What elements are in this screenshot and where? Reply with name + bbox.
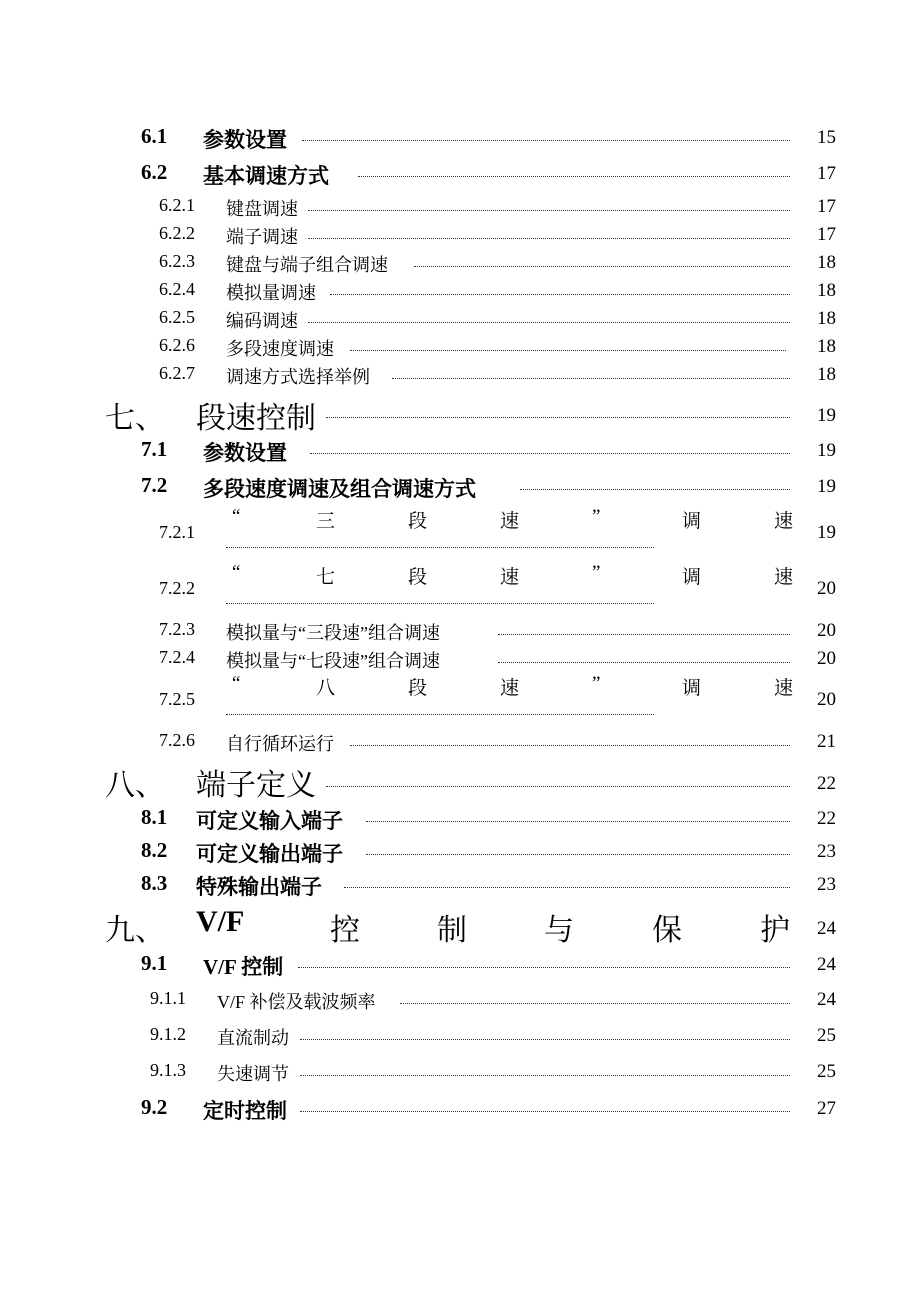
toc-page: 25 (817, 1061, 836, 1082)
toc-page: 18 (817, 252, 836, 273)
toc-number: 6.2 (141, 160, 168, 184)
toc-title-char: 段 (408, 511, 428, 532)
toc-title-char: 段 (408, 567, 428, 588)
toc-title: 调速方式选择举例 (226, 367, 370, 387)
toc-number: 6.2.4 (159, 279, 195, 299)
toc-title-char: 速 (774, 511, 794, 532)
toc-title-char: 段 (408, 678, 428, 699)
toc-number: 8.3 (141, 871, 168, 895)
toc-title: 模拟量与“七段速”组合调速 (226, 651, 440, 671)
toc-page: 18 (817, 336, 836, 357)
dot-leader (366, 821, 790, 822)
toc-title: 段速控制 (196, 402, 316, 435)
dot-leader (498, 634, 790, 635)
toc-page: 20 (817, 689, 836, 710)
toc-page: 27 (817, 1098, 836, 1119)
toc-title-char: 制 (437, 914, 467, 947)
toc-page: 18 (817, 364, 836, 385)
toc-page: 15 (817, 127, 836, 148)
toc-number: 7.2 (141, 473, 168, 497)
toc-number: 6.2.1 (159, 195, 195, 215)
toc-page: 19 (817, 440, 836, 461)
toc-number: 6.2.2 (159, 223, 195, 243)
toc-number: 9.1.1 (150, 988, 186, 1008)
toc-title: 端子调速 (226, 227, 298, 247)
toc-title: 键盘调速 (226, 199, 298, 219)
toc-page: 17 (817, 163, 836, 184)
toc-page: 19 (817, 405, 836, 426)
toc-number: 7.2.2 (159, 578, 195, 598)
toc-title: 参数设置 (203, 128, 287, 152)
toc-title-char: ” (592, 562, 601, 583)
toc-title: V/F 控制 (203, 955, 284, 979)
toc-title-char: 护 (760, 914, 790, 947)
toc-title: 直流制动 (217, 1028, 289, 1048)
dot-leader (300, 1039, 790, 1040)
toc-title: 多段速度调速及组合调速方式 (203, 477, 476, 501)
toc-number: 7.2.5 (159, 689, 195, 709)
toc-page: 22 (817, 808, 836, 829)
toc-title-char: 保 (652, 914, 682, 947)
toc-page: 17 (817, 196, 836, 217)
toc-number: 9.2 (141, 1095, 168, 1119)
dot-leader (302, 140, 790, 141)
toc-number: 7.2.4 (159, 647, 195, 667)
dot-leader (326, 786, 790, 787)
toc-number: 7.1 (141, 437, 168, 461)
toc-title: 多段速度调速 (226, 339, 334, 359)
dot-leader (392, 378, 790, 379)
toc-number: 七、 (105, 402, 165, 435)
toc-page: 17 (817, 224, 836, 245)
dot-leader (400, 1003, 790, 1004)
toc-title-char: 速 (500, 567, 520, 588)
dot-leader (358, 176, 790, 177)
dot-leader (520, 489, 790, 490)
toc-title: 模拟量调速 (226, 283, 316, 303)
dot-leader (300, 1075, 790, 1076)
toc-title-char: 七 (316, 567, 336, 588)
toc-page: 18 (817, 308, 836, 329)
toc-title: 自行循环运行 (226, 734, 334, 754)
toc-title: 参数设置 (203, 441, 287, 465)
toc-number: 9.1 (141, 951, 168, 975)
dot-leader (350, 745, 790, 746)
dot-leader (308, 322, 790, 323)
toc-title-char: 调 (682, 678, 702, 699)
dot-leader (298, 967, 790, 968)
toc-number: 9.1.2 (150, 1024, 186, 1044)
toc-title-char: 速 (774, 567, 794, 588)
toc-title-char: 控 (330, 914, 360, 947)
toc-page: 24 (817, 954, 836, 975)
toc-title-char: “ (232, 506, 241, 527)
toc-page: 24 (817, 918, 836, 939)
toc-number: 9.1.3 (150, 1060, 186, 1080)
toc-title: 编码调速 (226, 311, 298, 331)
toc-title-char: 速 (500, 678, 520, 699)
toc-page: 22 (817, 773, 836, 794)
toc-title-char: 调 (682, 511, 702, 532)
toc-title-char: 速 (500, 511, 520, 532)
toc-title-char: 八 (316, 678, 336, 699)
toc-page: 19 (817, 522, 836, 543)
toc-number: 6.2.3 (159, 251, 195, 271)
toc-page: 18 (817, 280, 836, 301)
toc-number: 6.2.7 (159, 363, 195, 383)
toc-title-char: “ (232, 673, 241, 694)
toc-number: 8.1 (141, 805, 168, 829)
toc-title-char: 三 (316, 511, 336, 532)
toc-title-char: 与 (544, 914, 574, 947)
toc-number: 6.2.6 (159, 335, 195, 355)
toc-title: 定时控制 (203, 1099, 287, 1123)
toc-page: 23 (817, 874, 836, 895)
toc-number: 7.2.6 (159, 730, 195, 750)
toc-page: 25 (817, 1025, 836, 1046)
toc-title-char: ” (592, 673, 601, 694)
toc-number: 7.2.3 (159, 619, 195, 639)
toc-title: 模拟量与“三段速”组合调速 (226, 623, 440, 643)
toc-title: 可定义输入端子 (196, 809, 343, 833)
toc-number: 7.2.1 (159, 522, 195, 542)
dot-leader (366, 854, 790, 855)
toc-title: 基本调速方式 (203, 164, 329, 188)
toc-title-char: 速 (774, 678, 794, 699)
dot-leader (308, 210, 790, 211)
dot-leader (350, 350, 786, 351)
dot-leader (326, 417, 790, 418)
toc-page: 20 (817, 620, 836, 641)
dot-leader (498, 662, 790, 663)
toc-title: 端子定义 (196, 769, 316, 802)
toc-number: 八、 (105, 769, 165, 802)
toc-number: 6.1 (141, 124, 168, 148)
toc-title-char: ” (592, 506, 601, 527)
toc-title: 键盘与端子组合调速 (226, 255, 388, 275)
toc-page: 20 (817, 578, 836, 599)
dot-leader (414, 266, 790, 267)
toc-page: 23 (817, 841, 836, 862)
dot-leader (330, 294, 790, 295)
toc-title: V/F 补偿及载波频率 (217, 992, 376, 1012)
toc-page: 20 (817, 648, 836, 669)
toc-number: 6.2.5 (159, 307, 195, 327)
toc-title-char: 调 (682, 567, 702, 588)
toc-title: 失速调节 (217, 1064, 289, 1084)
toc-number: 九、 (105, 914, 165, 947)
dot-leader (310, 453, 790, 454)
toc-number: 8.2 (141, 838, 168, 862)
dot-leader (308, 238, 790, 239)
toc-page: 19 (817, 476, 836, 497)
toc-title-char: “ (232, 562, 241, 583)
dot-leader (226, 714, 654, 715)
dot-leader (344, 887, 790, 888)
dot-leader (226, 603, 654, 604)
toc-title-char: V/F (196, 905, 245, 938)
dot-leader (300, 1111, 790, 1112)
toc-page: 24 (817, 989, 836, 1010)
toc-page: 21 (817, 731, 836, 752)
dot-leader (226, 547, 654, 548)
toc-title: 特殊输出端子 (196, 875, 322, 899)
toc-title: 可定义输出端子 (196, 842, 343, 866)
